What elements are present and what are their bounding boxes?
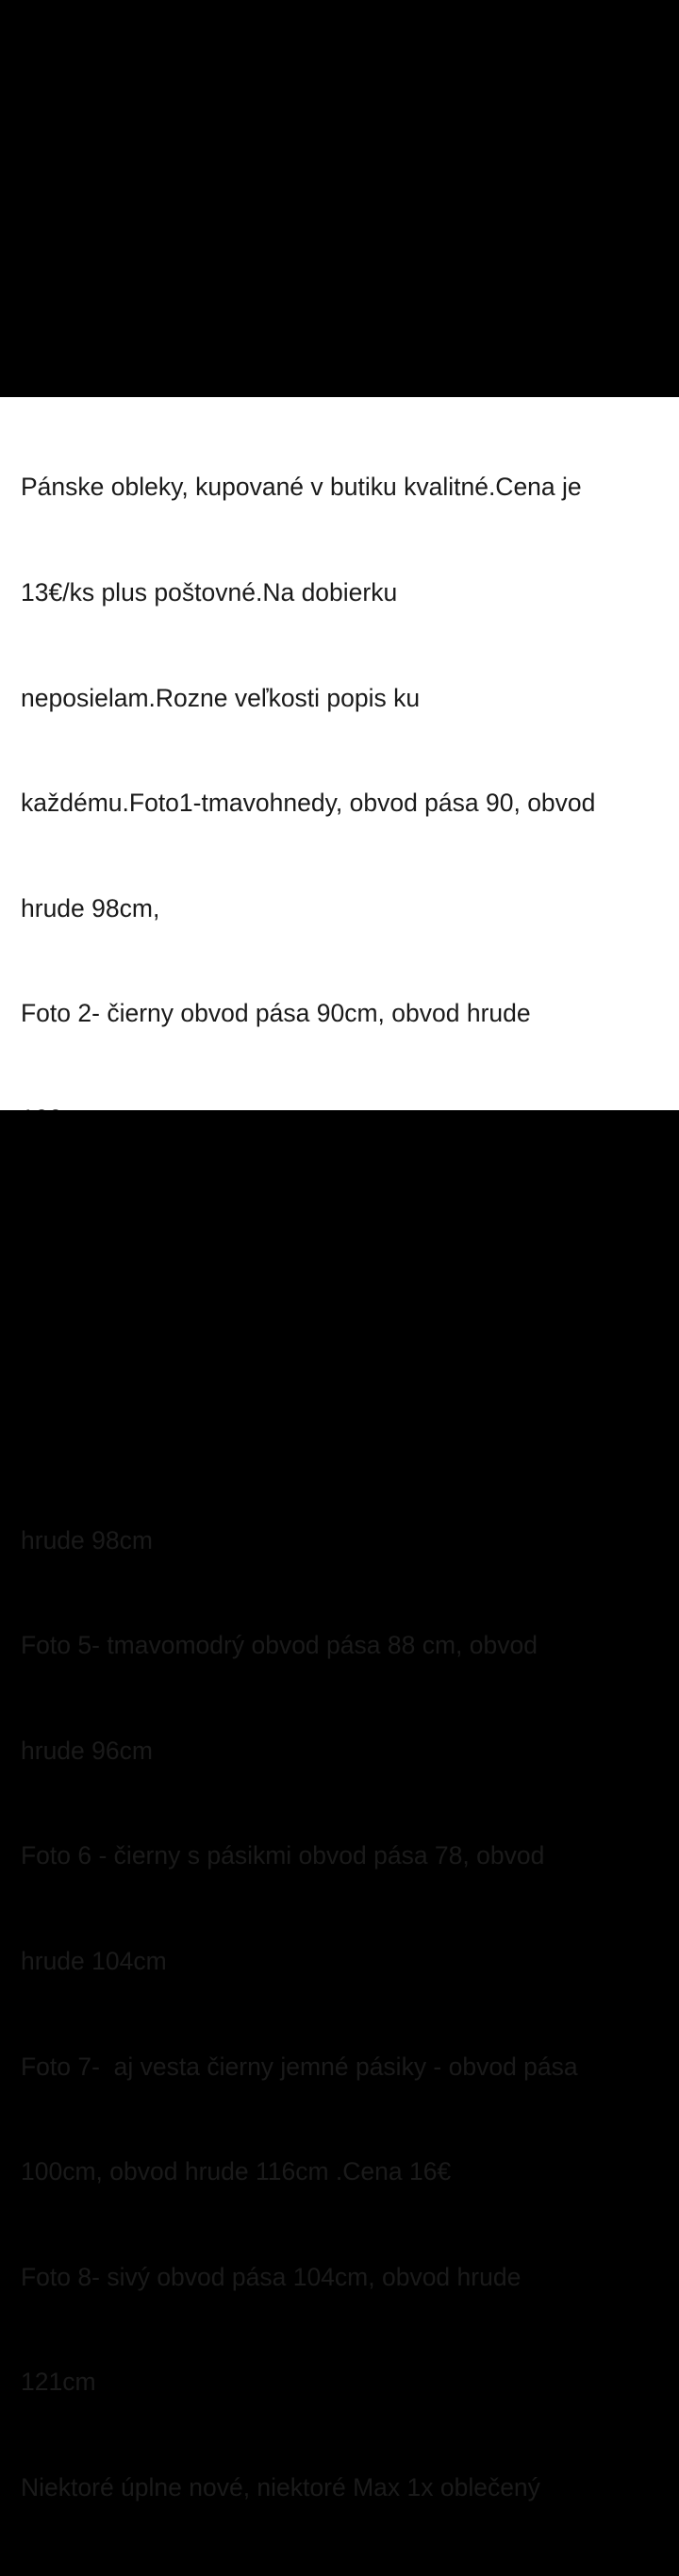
- post-line: Pánske obleky, kupované v butiku kvalitné.Cena je: [21, 473, 582, 502]
- post-line: Foto 2- čierny obvod pása 90cm, obvod hrude: [21, 999, 531, 1028]
- post-line: 100cm, obvod hrude 116cm .Cena 16€: [21, 2157, 452, 2186]
- post-line: hrude 96cm: [21, 1736, 153, 1765]
- dark-backdrop-top: [0, 0, 679, 397]
- dark-backdrop-bottom: [0, 1110, 679, 1509]
- post-line: hrude 98cm,: [21, 893, 160, 922]
- post-line: Niektoré úplne nové, niektoré Max 1x oblečený: [21, 2472, 540, 2501]
- post-line: 121cm: [21, 2368, 96, 2397]
- post-line: hrude 98cm: [21, 1525, 153, 1554]
- post-line: hrude 104cm: [21, 1946, 167, 1975]
- post-line: Foto 6 - čierny s pásikmi obvod pása 78, obvod: [21, 1841, 545, 1870]
- post-line: každému.Foto1-tmavohnedy, obvod pása 90, obvod: [21, 789, 596, 818]
- post-text-panel: [0, 397, 679, 2501]
- post-line: Foto 5- tmavomodrý obvod pása 88 cm, obvod: [21, 1631, 538, 1660]
- post-line: Foto 7- aj vesta čierny jemné pásiky - obvod pása: [21, 2052, 578, 2081]
- post-line: neposielam.Rozne veľkosti popis ku: [21, 683, 421, 712]
- post-line: 13€/ks plus poštovné.Na dobierku: [21, 578, 398, 607]
- post-line: Foto 8- sivý obvod pása 104cm, obvod hrude: [21, 2262, 522, 2291]
